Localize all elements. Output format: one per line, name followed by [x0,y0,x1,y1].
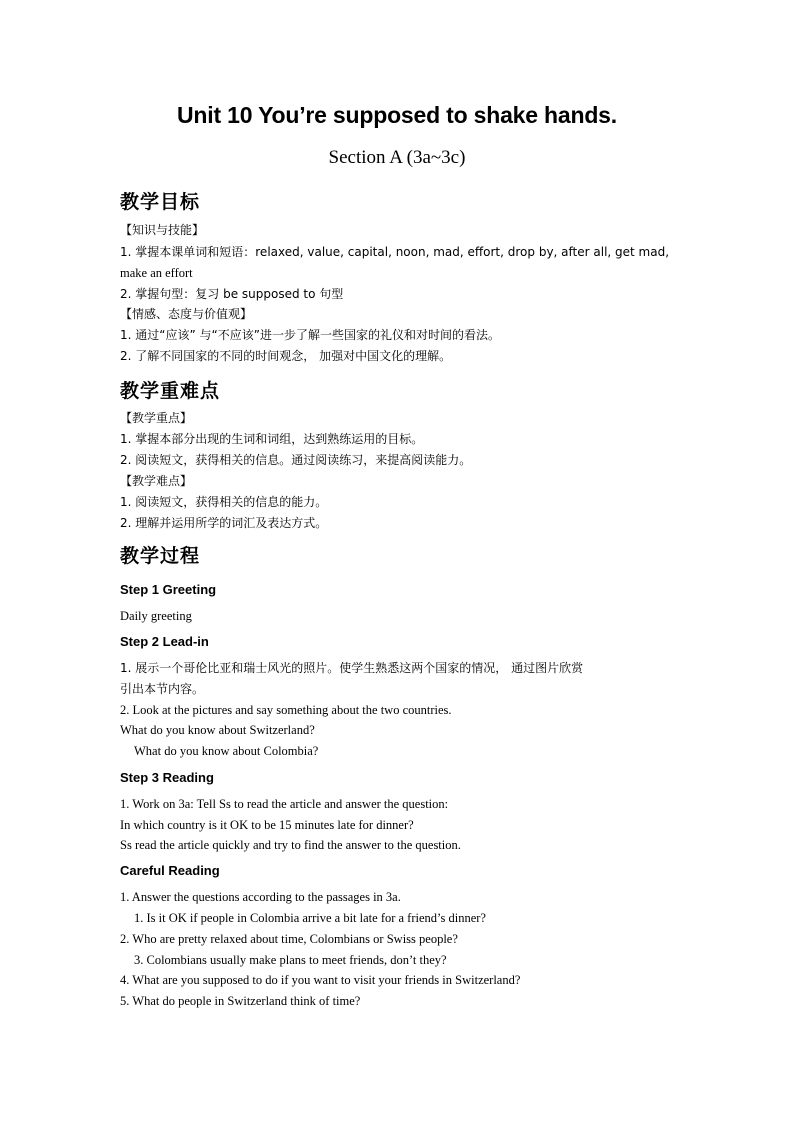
objective-item: 2. 掌握句型：复习 be supposed to 句型 [120,287,344,301]
step-text: Daily greeting [120,609,192,623]
question-item: 5. What do people in Switzerland think of time? [120,994,361,1008]
question-item: 1. Is it OK if people in Colombia arrive a bit late for a friend’s dinner? [134,911,486,925]
difficulty-label: 【教学难点】 [120,474,193,488]
step-text: In which country is it OK to be 15 minutes late for dinner? [120,818,414,832]
step-text: 2. Look at the pictures and say something about the two countries. [120,703,452,717]
document-title: Unit 10 You’re supposed to shake hands. [177,102,617,128]
emotion-label: 【情感、态度与价值观】 [120,307,253,321]
step-text-continued: 引出本节内容。 [120,682,205,696]
step-text: 1. Work on 3a: Tell Ss to read the article and answer the question: [120,797,449,811]
objective-item: 1. 掌握本课单词和短语：relaxed, value, capital, noon, mad, effort, drop by, after all, get mad, [120,245,670,259]
step-title: Step 1 Greeting [120,582,217,597]
question-item: 3. Colombians usually make plans to meet friends, don’t they? [134,953,447,967]
step-text: What do you know about Colombia? [134,744,319,758]
objective-item: 1. 通过“应该” 与“不应该”进一步了解一些国家的礼仪和对时间的看法。 [120,328,500,342]
process-heading: 教学过程 [120,545,201,567]
step-text: What do you know about Switzerland? [120,723,315,737]
objectives-heading: 教学目标 [120,191,201,213]
key-points-heading: 教学重难点 [120,380,221,402]
step-text: Ss read the article quickly and try to find the answer to the question. [120,838,461,852]
step-title: Step 3 Reading [120,770,214,785]
question-item: 2. Who are pretty relaxed about time, Colombians or Swiss people? [120,932,458,946]
key-point-item: 2. 阅读短文，获得相关的信息。通过阅读练习，来提高阅读能力。 [120,453,472,467]
key-point-item: 1. 阅读短文，获得相关的信息的能力。 [120,495,328,509]
key-point-item: 1. 掌握本部分出现的生词和词组，达到熟练运用的目标。 [120,432,424,446]
objective-item-continued: make an effort [120,266,193,280]
careful-reading-title: Careful Reading [120,863,220,878]
objective-item: 2. 了解不同国家的不同的时间观念， 加强对中国文化的理解。 [120,349,452,363]
step-title: Step 2 Lead-in [120,634,209,649]
step-text: 1. 展示一个哥伦比亚和瑞士风光的照片。使学生熟悉这两个国家的情况， 通过图片欣赏 [120,661,584,675]
question-item: 4. What are you supposed to do if you want to visit your friends in Switzerland? [120,973,521,987]
question-item: 1. Answer the questions according to the passages in 3a. [120,890,401,904]
knowledge-label: 【知识与技能】 [120,223,205,237]
focus-label: 【教学重点】 [120,411,193,425]
document-subtitle: Section A (3a~3c) [328,147,466,168]
key-point-item: 2. 理解并运用所学的词汇及表达方式。 [120,516,328,530]
